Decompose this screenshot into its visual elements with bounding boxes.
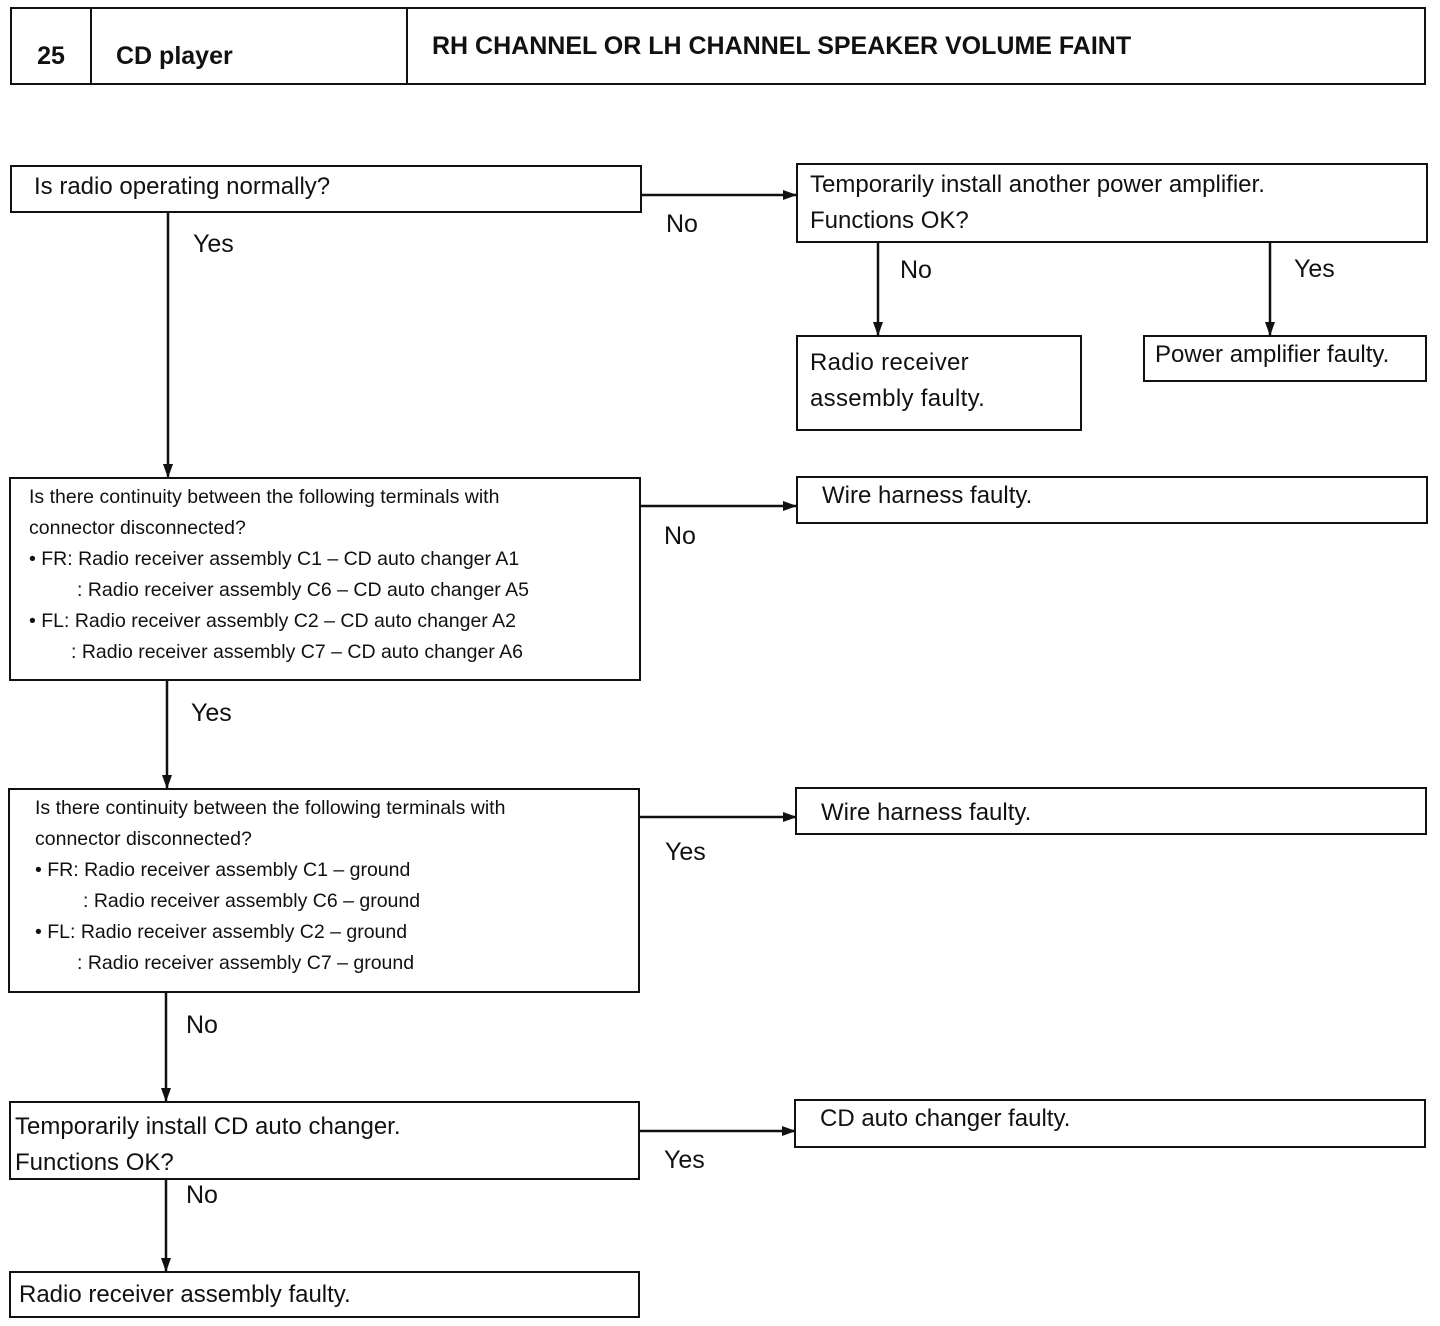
node-line: Functions OK? — [810, 207, 969, 234]
node-line: • FR: Radio receiver assembly C1 – CD auto changer A1 — [29, 548, 520, 570]
node-cd-auto-changer-faulty — [794, 1099, 1426, 1148]
node-wire-harness-faulty-upper — [796, 476, 1428, 524]
node-line: assembly faulty. — [810, 385, 986, 412]
node-continuity-check-ground — [8, 788, 640, 993]
node-line: Wire harness faulty. — [821, 799, 1032, 826]
node-line: • FL: Radio receiver assembly C2 – CD auto changer A2 — [29, 610, 516, 632]
node-line: Power amplifier faulty. — [1155, 341, 1390, 368]
node-line: : Radio receiver assembly C7 – CD auto changer A6 — [71, 641, 523, 663]
node-line: Is there continuity between the following terminals with — [29, 486, 500, 508]
node-line: Radio receiver assembly faulty. — [19, 1281, 351, 1308]
node-line: Is radio operating normally? — [34, 173, 331, 200]
node-line: Temporarily install CD auto changer. — [15, 1113, 401, 1140]
section-number: 25 — [12, 9, 92, 83]
edge-label-amp-no: No — [900, 256, 932, 284]
node-line: : Radio receiver assembly C6 – CD auto changer A5 — [77, 579, 529, 601]
edge-label-q4-no: No — [186, 1181, 218, 1209]
section-name: CD player — [92, 9, 408, 83]
page-title: RH CHANNEL OR LH CHANNEL SPEAKER VOLUME FAINT — [432, 31, 1132, 60]
node-line: Temporarily install another power amplifier. — [810, 171, 1265, 198]
node-line: Radio receiver — [810, 349, 969, 376]
node-radio-operating-question — [10, 165, 642, 213]
node-power-amplifier-faulty — [1143, 335, 1427, 382]
node-line: Wire harness faulty. — [822, 482, 1033, 509]
node-line: Functions OK? — [15, 1149, 174, 1176]
edge-label-q2-no: No — [664, 522, 696, 550]
edge-label-amp-yes: Yes — [1294, 255, 1335, 283]
edge-label-q3-yes: Yes — [665, 838, 706, 866]
edge-label-q4-yes: Yes — [664, 1146, 705, 1174]
edge-label-q3-no: No — [186, 1011, 218, 1039]
node-line: connector disconnected? — [29, 517, 246, 539]
edge-label-q1-yes: Yes — [193, 230, 234, 258]
node-line: CD auto changer faulty. — [820, 1105, 1071, 1132]
node-line: • FL: Radio receiver assembly C2 – ground — [35, 921, 408, 943]
node-install-power-amplifier — [796, 163, 1428, 243]
node-continuity-check-cd-changer — [9, 477, 641, 681]
node-wire-harness-faulty-lower — [795, 787, 1427, 835]
edge-label-q1-no: No — [666, 210, 698, 238]
node-install-cd-auto-changer — [9, 1101, 640, 1180]
node-radio-receiver-faulty-upper — [796, 335, 1082, 431]
node-line: Is there continuity between the following terminals with — [35, 797, 506, 819]
node-line: • FR: Radio receiver assembly C1 – ground — [35, 859, 411, 881]
edge-label-q2-yes: Yes — [191, 699, 232, 727]
node-radio-receiver-faulty-lower — [9, 1271, 640, 1318]
node-line: : Radio receiver assembly C7 – ground — [77, 952, 415, 974]
node-line: : Radio receiver assembly C6 – ground — [83, 890, 421, 912]
node-line: connector disconnected? — [35, 828, 252, 850]
